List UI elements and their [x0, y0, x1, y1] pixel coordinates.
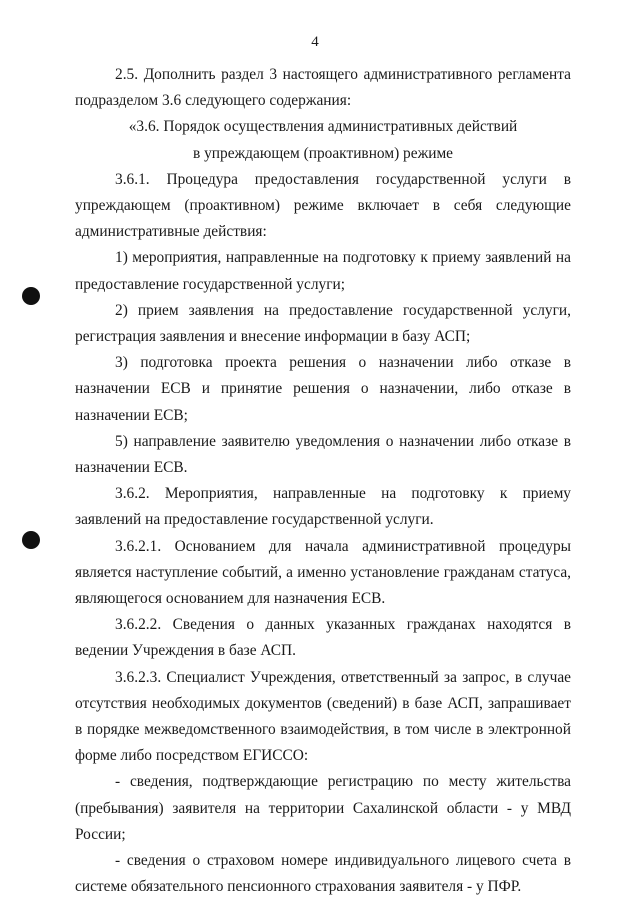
paragraph-3-6-2-3: 3.6.2.3. Специалист Учреждения, ответственный за запрос, в случае отсутствия необходимых документов (сведений) в базе АСП, запрашивает в порядке межведомственного взаимодействия, в том числе в электронной форме либо посредством ЕГИССО:: [75, 668, 571, 765]
paragraph-2-5: 2.5. Дополнить раздел 3 настоящего административного регламента подразделом 3.6 следующего содержания:: [75, 66, 571, 110]
request-item-mvd: - сведения, подтверждающие регистрацию по месту жительства (пребывания) заявителя на территории Сахалинской области - у МВД России;: [75, 773, 571, 843]
list-item-5: 5) направление заявителю уведомления о назначении либо отказе в назначении ЕСВ.: [75, 432, 571, 477]
list-item-1: 1) мероприятия, направленные на подготовку к приему заявлений на предоставление государственной услуги;: [75, 249, 571, 293]
list-item-2: 2) прием заявления на предоставление государственной услуги, регистрация заявления и внесение информации в базу АСП;: [75, 301, 571, 346]
paragraph-3-6-1: 3.6.1. Процедура предоставления государственной услуги в упреждающем (проактивном) режиме включает в себя следующие административные действия:: [75, 170, 571, 241]
page-number: 4: [311, 34, 319, 50]
section-heading-line-1: «3.6. Порядок осуществления административных действий: [128, 118, 518, 136]
paragraph-3-6-2: 3.6.2. Мероприятия, направленные на подготовку к приему заявлений на предоставление государственной услуги.: [75, 485, 571, 529]
request-item-pfr: - сведения о страховом номере индивидуального лицевого счета в системе обязательного пенсионного страхования заявителя - у ПФР.: [75, 852, 571, 896]
section-heading-line-2: в упреждающем (проактивном) режиме: [192, 144, 454, 162]
document-body: [75, 62, 571, 901]
paragraph-3-6-2-2: 3.6.2.2. Сведения о данных указанных гражданах находятся в ведении Учреждения в базе АСП.: [75, 616, 571, 660]
list-item-3: 3) подготовка проекта решения о назначении либо отказе в назначении ЕСВ и принятие решения о назначении, либо отказе в назначении ЕСВ;: [75, 354, 571, 424]
paragraph-3-6-2-1: 3.6.2.1. Основанием для начала административной процедуры является наступление событий, а именно установление гражданам статуса, являющегося основанием для назначения ЕСВ.: [75, 537, 571, 608]
punch-hole-bottom: [22, 531, 40, 549]
punch-hole-top: [22, 287, 40, 305]
section-heading: [75, 114, 571, 166]
